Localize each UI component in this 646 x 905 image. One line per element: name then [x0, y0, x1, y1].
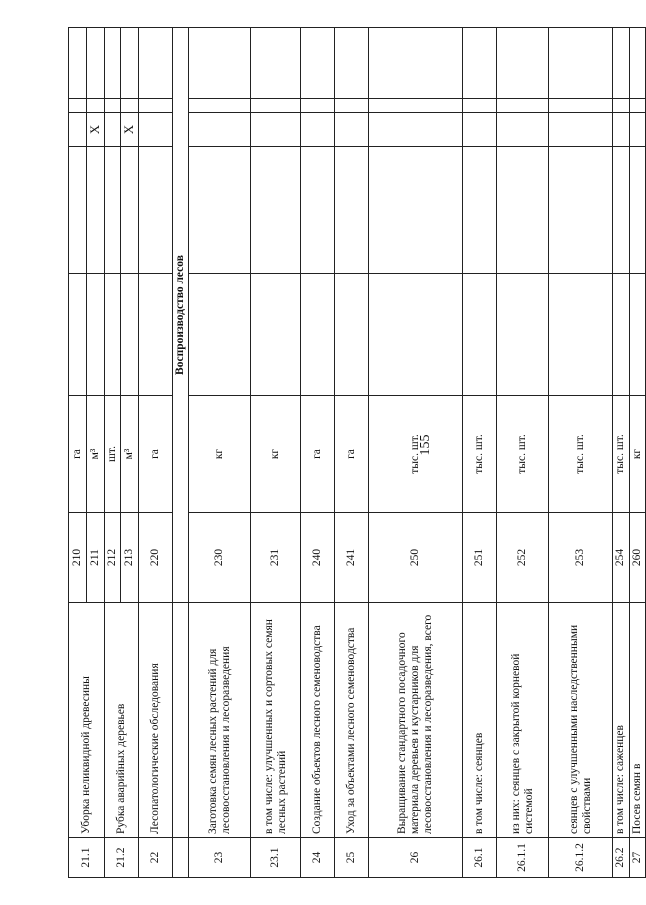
value-cell	[105, 274, 121, 396]
table-row	[497, 28, 549, 878]
value-cell	[497, 99, 549, 113]
value-cell	[369, 274, 463, 396]
mark-cell	[189, 113, 251, 147]
mark-cell	[69, 113, 87, 147]
value-cell	[301, 147, 335, 274]
value-cell	[613, 28, 629, 99]
row-number: 21.2	[105, 838, 139, 878]
mark-cell	[497, 113, 549, 147]
row-unit: га	[69, 396, 87, 513]
row-unit: тыс. шт.	[549, 396, 613, 513]
table-row	[139, 28, 173, 878]
table-row	[105, 28, 121, 878]
row-unit: тыс. шт.	[613, 396, 629, 513]
value-cell	[629, 274, 645, 396]
value-cell	[335, 99, 369, 113]
empty-cell	[173, 838, 189, 878]
row-unit: кг	[189, 396, 251, 513]
value-cell	[139, 99, 173, 113]
row-code: 210	[69, 513, 87, 603]
value-cell	[251, 28, 301, 99]
value-cell	[335, 28, 369, 99]
section-title: Воспроизводство лесов	[173, 28, 189, 603]
value-cell	[549, 147, 613, 274]
value-cell	[463, 28, 497, 99]
table-row	[463, 28, 497, 878]
value-cell	[105, 99, 121, 113]
row-number: 23.1	[251, 838, 301, 878]
table-row	[189, 28, 251, 878]
value-cell	[139, 274, 173, 396]
value-cell	[549, 99, 613, 113]
row-name: Уборка неликвидной древесины	[69, 603, 105, 838]
value-cell	[629, 99, 645, 113]
mark-cell	[613, 113, 629, 147]
value-cell	[497, 147, 549, 274]
row-number: 26	[369, 838, 463, 878]
table-row	[251, 28, 301, 878]
value-cell	[251, 147, 301, 274]
row-number: 26.2	[613, 838, 629, 878]
value-cell	[121, 28, 139, 99]
value-cell	[463, 147, 497, 274]
row-unit: м³	[121, 396, 139, 513]
value-cell	[335, 274, 369, 396]
value-cell	[251, 274, 301, 396]
value-cell	[69, 28, 87, 99]
row-number: 21.1	[69, 838, 105, 878]
value-cell	[139, 147, 173, 274]
row-unit: шт.	[105, 396, 121, 513]
value-cell	[87, 28, 105, 99]
value-cell	[497, 28, 549, 99]
value-cell	[301, 28, 335, 99]
row-code: 230	[189, 513, 251, 603]
row-code: 212	[105, 513, 121, 603]
value-cell	[105, 147, 121, 274]
mark-cell: X	[87, 113, 105, 147]
mark-cell	[251, 113, 301, 147]
row-name: в том числе: сеянцев	[463, 603, 497, 838]
row-code: 220	[139, 513, 173, 603]
value-cell	[369, 147, 463, 274]
row-unit: тыс. шт.	[369, 396, 463, 513]
row-unit: га	[139, 396, 173, 513]
value-cell	[69, 274, 87, 396]
row-code: 250	[369, 513, 463, 603]
row-code: 240	[301, 513, 335, 603]
row-code: 231	[251, 513, 301, 603]
row-name: Выращивание стандартного посадочного материала деревьев и кустарников для лесовосстановления и лесоразведения, всего	[369, 603, 463, 838]
forestry-report-table	[68, 27, 646, 878]
table-row	[613, 28, 629, 878]
value-cell	[121, 274, 139, 396]
row-unit: тыс. шт.	[497, 396, 549, 513]
table-row	[335, 28, 369, 878]
row-unit: кг	[629, 396, 645, 513]
value-cell	[549, 28, 613, 99]
value-cell	[121, 147, 139, 274]
row-unit: кг	[251, 396, 301, 513]
value-cell	[613, 99, 629, 113]
row-number: 26.1.1	[497, 838, 549, 878]
value-cell	[189, 28, 251, 99]
value-cell	[629, 147, 645, 274]
value-cell	[369, 99, 463, 113]
row-number: 24	[301, 838, 335, 878]
value-cell	[463, 274, 497, 396]
value-cell	[87, 274, 105, 396]
mark-cell: X	[121, 113, 139, 147]
value-cell	[69, 99, 87, 113]
row-unit: м³	[87, 396, 105, 513]
row-code: 253	[549, 513, 613, 603]
value-cell	[189, 147, 251, 274]
row-name: в том числе: саженцев	[613, 603, 629, 838]
row-code: 251	[463, 513, 497, 603]
row-name: Заготовка семян лесных растений для лесовосстановления и лесоразведения	[189, 603, 251, 838]
row-unit: га	[335, 396, 369, 513]
row-code: 252	[497, 513, 549, 603]
row-number: 23	[189, 838, 251, 878]
row-name: сеянцев с улучшенными наследственными свойствами	[549, 603, 613, 838]
rotated-form-table-wrapper	[68, 28, 643, 878]
mark-cell	[463, 113, 497, 147]
section-row	[173, 28, 189, 878]
value-cell	[251, 99, 301, 113]
value-cell	[105, 28, 121, 99]
row-name: из них: сеянцев с закрытой корневой системой	[497, 603, 549, 838]
row-number: 27	[629, 838, 645, 878]
table-row	[301, 28, 335, 878]
mark-cell	[335, 113, 369, 147]
row-code: 211	[87, 513, 105, 603]
value-cell	[369, 28, 463, 99]
row-number: 22	[139, 838, 173, 878]
empty-cell	[173, 603, 189, 838]
value-cell	[121, 99, 139, 113]
row-name: в том числе: улучшенных и сортовых семян лесных растений	[251, 603, 301, 838]
row-code: 260	[629, 513, 645, 603]
row-number: 26.1	[463, 838, 497, 878]
table-row	[69, 28, 87, 878]
row-name: Лесопатологические обследования	[139, 603, 173, 838]
row-unit: тыс. шт.	[463, 396, 497, 513]
mark-cell	[139, 113, 173, 147]
value-cell	[613, 147, 629, 274]
mark-cell	[629, 113, 645, 147]
row-number: 26.1.2	[549, 838, 613, 878]
row-code: 213	[121, 513, 139, 603]
row-name: Рубка аварийных деревьев	[105, 603, 139, 838]
row-name: Уход за объектами лесного семеноводства	[335, 603, 369, 838]
mark-cell	[301, 113, 335, 147]
value-cell	[87, 147, 105, 274]
table-row	[369, 28, 463, 878]
value-cell	[301, 99, 335, 113]
value-cell	[69, 147, 87, 274]
row-unit: га	[301, 396, 335, 513]
mark-cell	[369, 113, 463, 147]
value-cell	[87, 99, 105, 113]
value-cell	[463, 99, 497, 113]
row-code: 254	[613, 513, 629, 603]
value-cell	[549, 274, 613, 396]
row-number: 25	[335, 838, 369, 878]
table-row	[549, 28, 613, 878]
value-cell	[189, 274, 251, 396]
mark-cell	[549, 113, 613, 147]
row-name: Посев семян в	[629, 603, 645, 838]
mark-cell	[105, 113, 121, 147]
value-cell	[335, 147, 369, 274]
row-name: Создание объектов лесного семеноводства	[301, 603, 335, 838]
value-cell	[629, 28, 645, 99]
value-cell	[139, 28, 173, 99]
value-cell	[497, 274, 549, 396]
value-cell	[301, 274, 335, 396]
table-row	[629, 28, 645, 878]
value-cell	[189, 99, 251, 113]
value-cell	[613, 274, 629, 396]
row-code: 241	[335, 513, 369, 603]
page-number: 155	[418, 434, 433, 456]
